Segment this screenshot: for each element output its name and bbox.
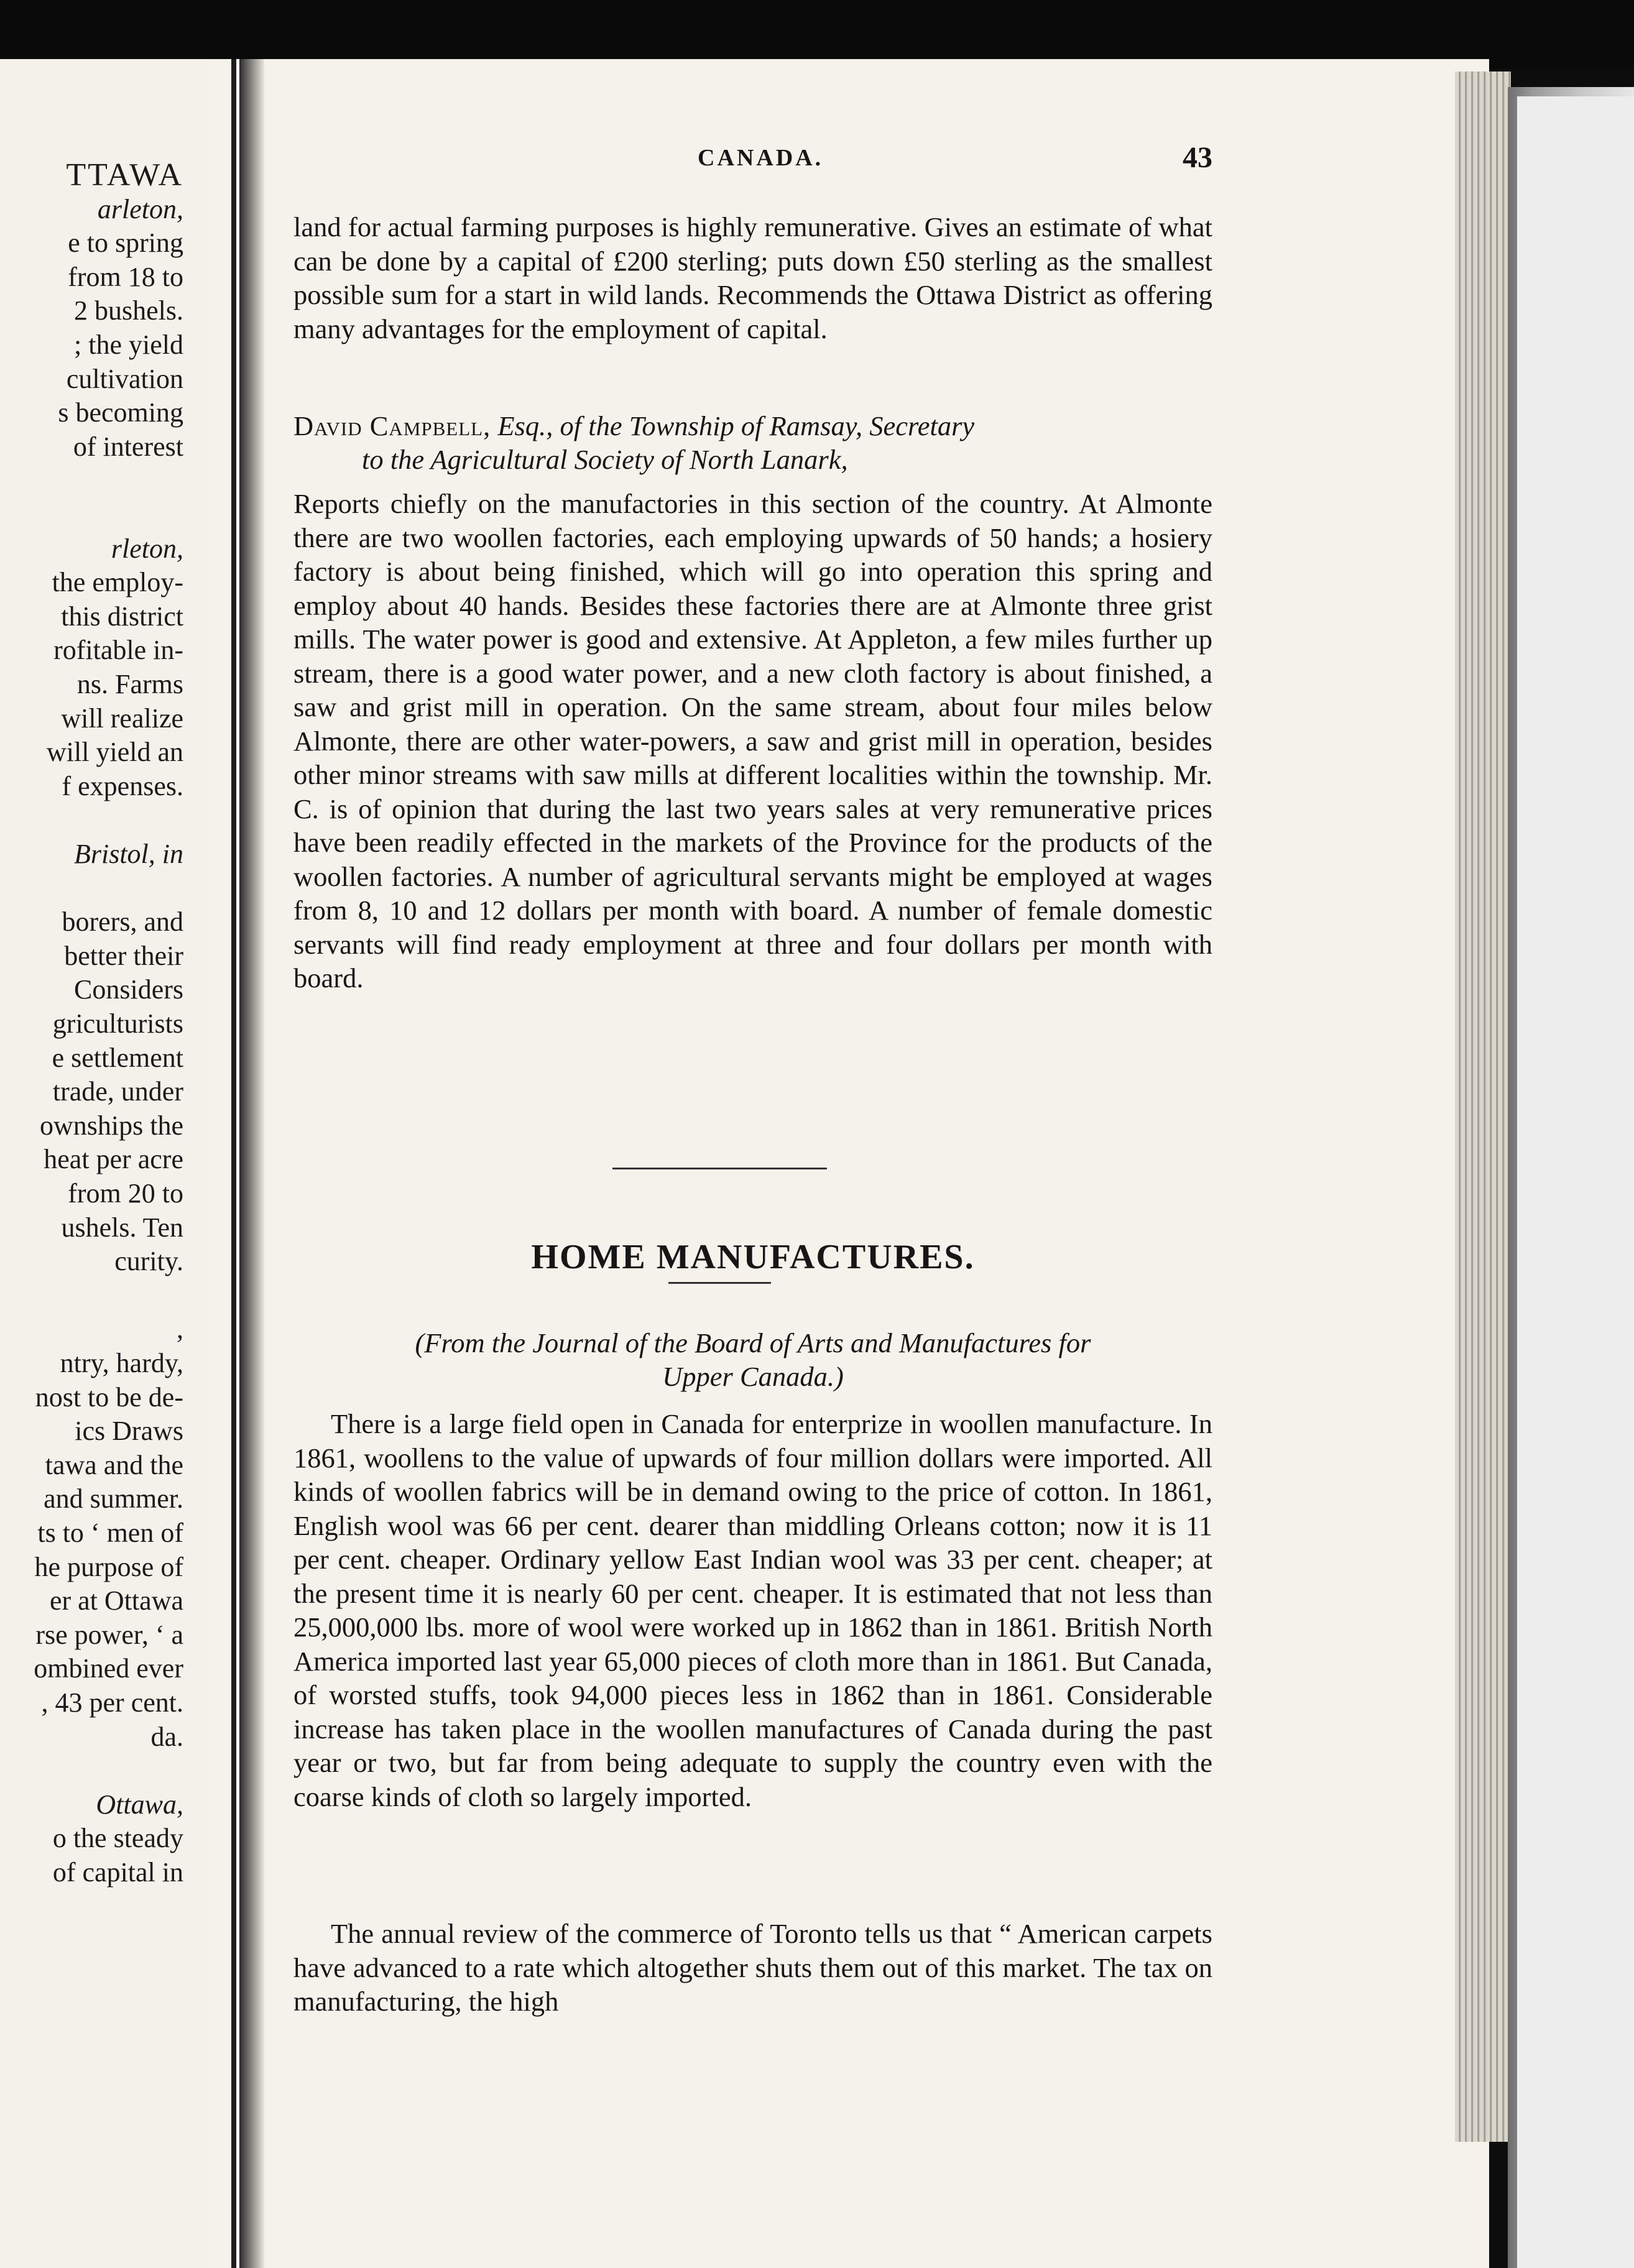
left-page-fragment: e settlement — [52, 1042, 183, 1073]
paragraph-continued — [293, 210, 1212, 346]
source-line-1: (From the Journal of the Board of Arts and Manufactures for — [415, 1327, 1091, 1358]
left-page-fragment: rofitable in- — [53, 635, 183, 666]
paragraph-4-text: The annual review of the commerce of Toronto tells us that “ American carpets have advanced to a rate which altogether shuts them out of this market. The tax on manufacturing, the high — [293, 1918, 1212, 2017]
left-page-fragment: TTAWA — [66, 157, 183, 193]
page-number: 43 — [1183, 141, 1212, 174]
left-page-fragment: ntry, hardy, — [60, 1348, 183, 1378]
left-page-fragment: 2 bushels. — [74, 295, 183, 326]
left-page-fragment: ts to ‘ men of — [37, 1518, 183, 1548]
left-page-fragment: ombined ever — [34, 1653, 183, 1684]
left-page-fragment: da. — [150, 1721, 183, 1752]
left-page-fragment: griculturists — [52, 1008, 183, 1039]
left-page-fragment: , 43 per cent. — [41, 1687, 183, 1718]
left-page-fragment: tawa and the — [45, 1449, 183, 1480]
author-title-2: to the Agricultural Society of North Lanark, — [362, 444, 848, 475]
left-page-fragment: the employ- — [52, 567, 183, 598]
paragraph-1-text: land for actual farming purposes is highly remunerative. Gives an estimate of what can be done by a capital of £200 sterling; puts down £50 sterling as the smallest possible sum for a start in wild lands. Recommends the Ottawa District as offering many advantages for the employment of capital. — [293, 211, 1212, 344]
book-cover-edge — [1517, 96, 1634, 2268]
left-page-fragment: , — [177, 1314, 183, 1345]
left-page-fragment: will realize — [61, 703, 183, 734]
running-head — [293, 141, 1212, 182]
left-page-fragment: and summer. — [44, 1483, 183, 1514]
left-page-fragment: from 18 to — [68, 261, 183, 292]
gutter-shadow — [239, 59, 264, 2268]
left-page-fragment: arleton, — [97, 193, 183, 224]
left-page-fragment: er at Ottawa — [50, 1585, 183, 1616]
left-page-fragment: better their — [64, 940, 183, 971]
left-page-fragment: ; the yield — [74, 330, 183, 360]
left-page-fragment: s becoming — [58, 397, 183, 428]
left-page-fragment: o the steady — [52, 1823, 183, 1854]
left-page-fragment: he purpose of — [34, 1551, 183, 1582]
left-page-fragment: of capital in — [52, 1857, 183, 1888]
left-page-fragment: heat per acre — [44, 1144, 183, 1175]
author-name: David Campbell, — [293, 410, 491, 441]
left-page-fragment: ownships the — [40, 1110, 183, 1141]
left-page-fragment: Ottawa, — [96, 1789, 183, 1820]
left-page-fragment: curity. — [114, 1246, 183, 1277]
left-page-fragment: rleton, — [111, 533, 183, 564]
left-page-fragment: ushels. Ten — [61, 1212, 183, 1243]
paragraph-3-text: There is a large field open in Canada for enterprize in woollen manufacture. In 1861, woollens to the value of upwards of four million dollars were imported. All kinds of woollen fabrics will be in demand owing to the price of cotton. In 1861, English wool was 66 per cent. dearer than middling Orleans cotton; now it is 11 per cent. cheaper. Ordinary yellow East Indian wool was 33 per cent. cheaper; at the present time it is nearly 60 per cent. cheaper. It is estimated that not less than 25,000,000 lbs. more of wool were worked up in 1862 than in 1861. British North America imported last year 65,000 pieces of cloth more than in 1861. But Canada, of worsted stuffs, took 94,000 pieces less in 1862 than in 1861. Considerable increase has taken place in the woollen manufactures of Canada during the past year or two, but far from being adequate to supply the country even with the coarse kinds of cloth so largely imported. — [293, 1408, 1212, 1812]
left-page-fragment: will yield an — [47, 737, 183, 768]
left-page-fragment: rse power, ‘ a — [35, 1619, 183, 1650]
author-title-1: Esq., of the Township of Ramsay, Secretary — [491, 410, 975, 441]
scanner-background — [0, 0, 1634, 68]
left-page-fragment: f expenses. — [62, 770, 183, 801]
paragraph-2-text: Reports chiefly on the manufactories in this section of the country. At Almonte there are two woollen factories, each employing upwards of 50 hands; a hosiery factory is about being finished, which will go into operation this spring and employ about 40 hands. Besides these factories there are at Almonte three grist mills. The water power is good and extensive. At Appleton, a few miles further up stream, there is a good water power, and a new cloth factory is about finished, a saw and grist mill in operation. On the same stream, about four miles below Almonte, there are other water-powers, a saw and grist mill in operation, besides other minor streams with saw mills at different localities within the township. Mr. C. is of opinion that during the last two years sales at very remunerative prices have been readily effected in the markets of the Province for the products of the woollen factories. A number of agricultural servants might be employed at wages from 8, 10 and 12 dollars per month with board. A number of female domestic servants will find ready employment at three and four dollars per month with board. — [293, 488, 1212, 993]
left-page-fragment: cultivation — [66, 363, 183, 394]
gutter-line — [231, 59, 236, 2268]
left-page-fragment: nost to be de- — [35, 1381, 183, 1413]
report-paragraph — [293, 487, 1212, 995]
left-page-fragment: trade, under — [52, 1076, 183, 1107]
left-page-fragment: from 20 to — [68, 1178, 183, 1209]
source-citation — [293, 1326, 1212, 1393]
left-page-fragment: e to spring — [68, 228, 183, 259]
left-page-fragment: this district — [61, 601, 183, 632]
section-divider — [612, 1168, 827, 1169]
section-title: HOME MANUFACTURES. — [531, 1238, 975, 1276]
source-line-2: Upper Canada.) — [662, 1361, 844, 1392]
manufactures-paragraph-1 — [293, 1407, 1212, 1814]
left-page-fragment: Considers — [74, 974, 183, 1005]
left-page-fragment: ics Draws — [75, 1416, 183, 1447]
left-page-fragment: of interest — [73, 431, 183, 462]
author-line-1 — [293, 409, 1212, 443]
author-heading — [293, 409, 1212, 476]
left-page — [0, 59, 239, 2268]
page-edges — [1455, 71, 1511, 2142]
running-head-title: CANADA. — [698, 145, 824, 171]
left-page-fragment: Bristol, in — [73, 839, 183, 869]
left-page-fragment: borers, and — [62, 906, 183, 938]
left-page-fragment: ns. Farms — [76, 669, 183, 699]
title-underline — [668, 1282, 771, 1284]
manufactures-paragraph-2 — [293, 1917, 1212, 2019]
